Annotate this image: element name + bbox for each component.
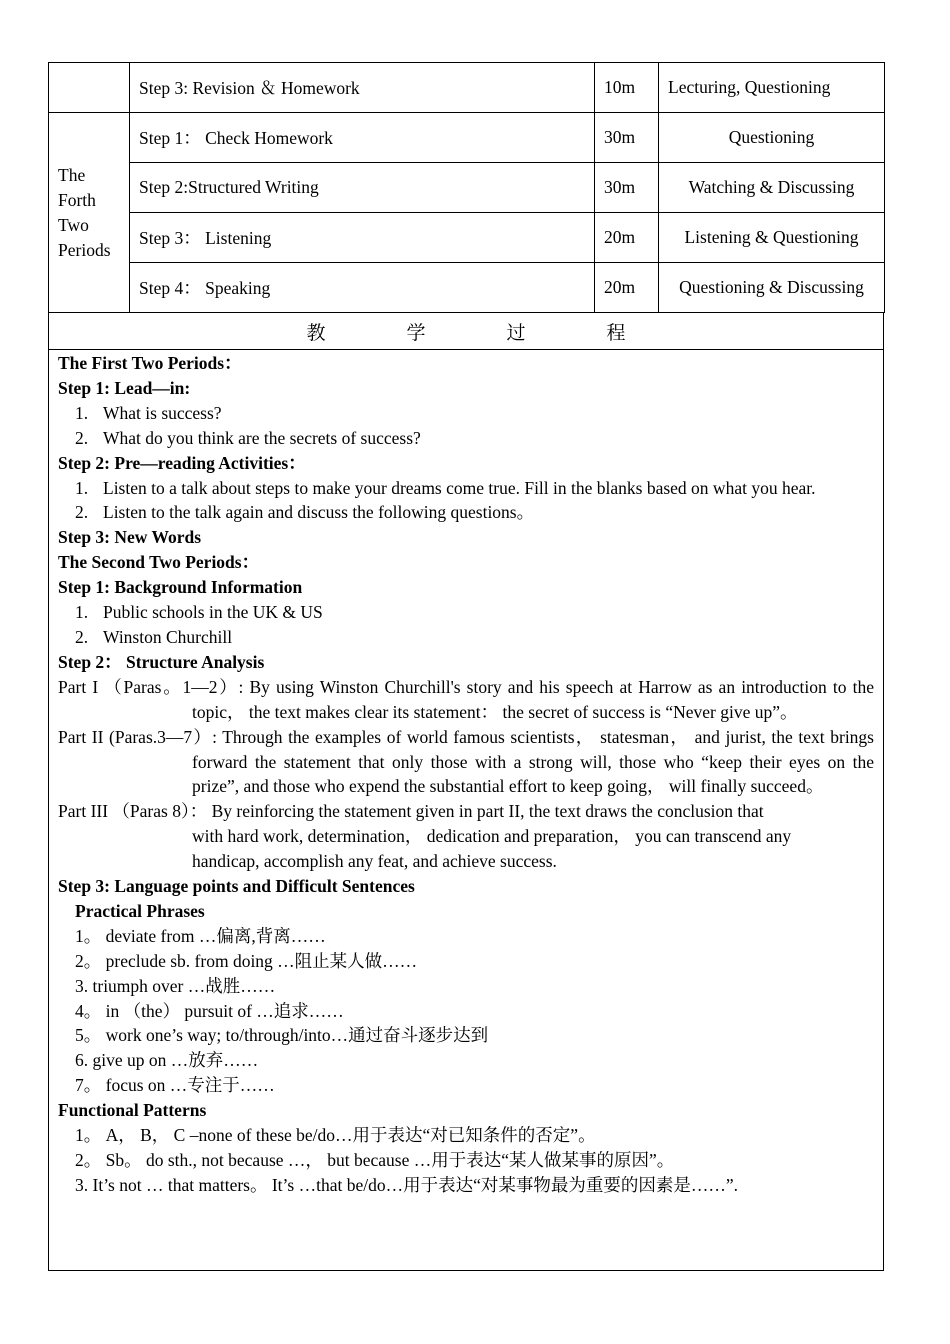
pattern-item: 1。 A， B， C –none of these be/do…用于表达“对已知条件的否定”。	[75, 1125, 596, 1146]
paragraph-line: with hard work, determination， dedication and preparation， you can transcend any	[192, 826, 792, 847]
step-heading: Step 3: Language points and Difficult Sentences	[58, 876, 415, 897]
section-heading: The Second Two Periods：	[58, 552, 260, 573]
table-row	[49, 63, 885, 113]
subsection-heading: Practical Phrases	[75, 900, 205, 921]
step-heading: Step 2： Structure Analysis	[58, 651, 265, 672]
period-line: Two	[58, 214, 89, 235]
list-item-text: Listen to the talk again and discuss the following questions。	[103, 502, 535, 523]
list-item: 1. Public schools in the UK & US	[58, 600, 874, 625]
method-cell: Watching & Discussing	[659, 163, 885, 213]
period-cell-empty	[49, 63, 130, 113]
step-cell: Step 3: Revision ＆ Homework	[130, 63, 595, 113]
structure-part-3	[58, 799, 874, 874]
step-cell: Step 3： Listening	[130, 213, 595, 263]
list-item-text: What do you think are the secrets of success?	[103, 427, 421, 448]
table-row	[49, 213, 885, 263]
teaching-process-content	[48, 350, 884, 1271]
step-cell: Step 4： Speaking	[130, 263, 595, 313]
list-item: 1. What is success?	[58, 401, 874, 426]
list-item-text: Winston Churchill	[103, 626, 233, 647]
subsection-heading: Functional Patterns	[58, 1100, 207, 1121]
paragraph-line: Part III （Paras 8）： By reinforcing the statement given in part II, the text draws the conclusion that	[58, 801, 764, 822]
method-cell: Questioning	[659, 113, 885, 163]
time-cell: 20m	[595, 213, 659, 263]
step-cell: Step 2:Structured Writing	[130, 163, 595, 213]
time-cell: 30m	[595, 163, 659, 213]
time-cell: 30m	[595, 113, 659, 163]
table-row	[49, 113, 885, 163]
method-cell: Listening & Questioning	[659, 213, 885, 263]
paragraph-line: handicap, accomplish any feat, and achieve success.	[192, 851, 557, 872]
list-item: 1. Listen to a talk about steps to make your dreams come true. Fill in the blanks based on what you hear.	[58, 476, 874, 501]
step-cell: Step 1： Check Homework	[130, 113, 595, 163]
heading-char: 程	[606, 322, 626, 344]
phrase-item: 6. give up on …放弃……	[75, 1050, 259, 1071]
period-line: The	[58, 164, 86, 185]
step-heading: Step 1: Background Information	[58, 577, 303, 598]
step-heading: Step 2: Pre—reading Activities：	[58, 452, 306, 473]
phrase-item: 7。 focus on …专注于……	[75, 1075, 275, 1096]
phrase-item: 4。 in （the） pursuit of …追求……	[75, 1000, 344, 1021]
time-cell: 10m	[595, 63, 659, 113]
phrase-item: 5。 work one’s way; to/through/into…通过奋斗逐步达到	[75, 1025, 489, 1046]
pattern-item: 2。 Sb。 do sth., not because …， but because …用于表达“某人做某事的原因”。	[75, 1150, 675, 1170]
lesson-plan-page	[48, 62, 884, 1271]
phrase-item: 1。 deviate from …偏离,背离……	[75, 925, 326, 946]
heading-char: 教	[306, 322, 326, 344]
teaching-process-heading	[48, 313, 884, 350]
section-heading: The First Two Periods：	[58, 353, 242, 373]
structure-part-1: Part I （Paras。1—2）: By using Winston Churchill's story and his speech at Harrow as an introduction to the topic， the text makes clear its statement： the secret of success is “Never give up”。	[58, 676, 874, 722]
table-row	[49, 263, 885, 313]
period-line: Forth	[58, 189, 96, 210]
step-heading: Step 3: New Words	[58, 527, 202, 548]
list-item-text: What is success?	[103, 402, 222, 423]
method-cell: Lecturing, Questioning	[659, 63, 885, 113]
period-cell	[49, 113, 130, 313]
table-row	[49, 163, 885, 213]
phrase-item: 3. triumph over …战胜……	[75, 975, 276, 996]
list-item: 2. Winston Churchill	[58, 625, 874, 650]
time-cell: 20m	[595, 263, 659, 313]
schedule-table	[48, 62, 885, 313]
list-item: 2. Listen to the talk again and discuss the following questions。	[58, 500, 874, 525]
structure-part-2: Part II (Paras.3—7）: Through the examples of world famous scientists， statesman， and jurist, the text brings forward the statement that only those with a strong will, those who “keep their eyes on the prize”, and those who expend the substantial effort to keep going， will finally succeed。	[58, 726, 874, 797]
list-item-text: Public schools in the UK & US	[103, 602, 323, 623]
phrase-item: 2。 preclude sb. from doing …阻止某人做……	[75, 950, 418, 971]
list-item: 2. What do you think are the secrets of success?	[58, 426, 874, 451]
heading-char: 学	[406, 322, 426, 344]
step-heading: Step 1: Lead—in:	[58, 377, 191, 398]
method-cell: Questioning & Discussing	[659, 263, 885, 313]
period-line: Periods	[58, 239, 111, 260]
pattern-item: 3. It’s not … that matters。 It’s …that be/do…用于表达“对某事物最为重要的因素是……”.	[75, 1174, 738, 1195]
list-item-text: Listen to a talk about steps to make your dreams come true. Fill in the blanks based on what you hear.	[103, 477, 816, 498]
heading-char: 过	[506, 322, 526, 344]
